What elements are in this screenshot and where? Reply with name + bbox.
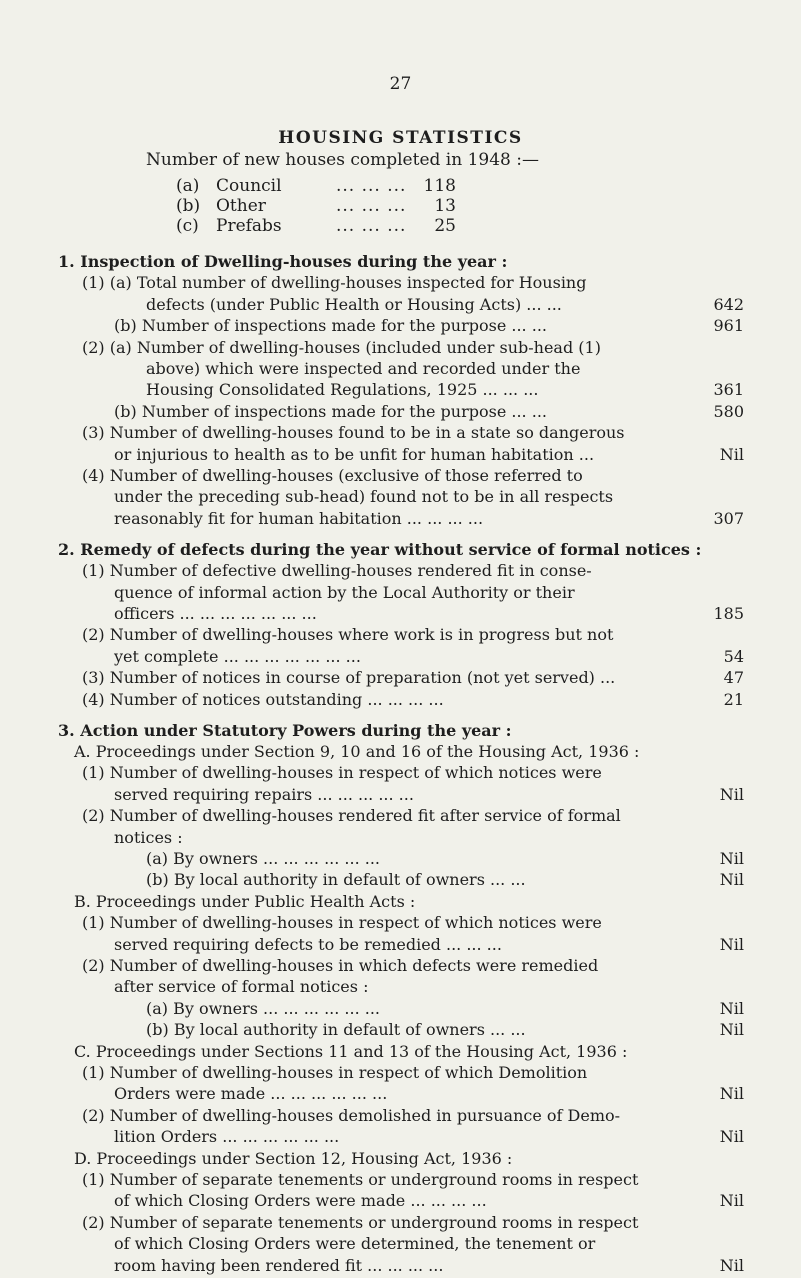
value: Nil [719, 1084, 744, 1103]
text-line: or injurious to health as to be unfit for human habitation ... [114, 445, 595, 464]
text-line: lition Orders ... ... ... ... ... ... [114, 1127, 340, 1146]
text-line: officers ... ... ... ... ... ... ... [114, 604, 317, 623]
text-line: (a) By owners ... ... ... ... ... ... [146, 999, 381, 1018]
section-3-heading: 3. Action under Statutory Powers during the year : [58, 721, 512, 740]
value: Nil [719, 1020, 744, 1039]
text-line: Housing Consolidated Regulations, 1925 ... ... ... [146, 380, 539, 399]
section-2-heading: 2. Remedy of defects during the year without service of formal notices : [58, 540, 702, 559]
value: 21 [723, 690, 744, 709]
row-label: (b) [176, 196, 201, 216]
row-name: Council [216, 176, 282, 196]
page-number: 27 [389, 74, 412, 94]
text-line: served requiring repairs ... ... ... ... ... [114, 785, 414, 804]
subsection-b: B. Proceedings under Public Health Acts : [74, 892, 416, 911]
text-line: under the preceding sub-head) found not to be in all respects [114, 487, 614, 506]
value: 642 [713, 295, 744, 314]
text-line: (b) By local authority in default of owners ... ... [146, 1020, 526, 1039]
page-title: HOUSING STATISTICS [278, 128, 523, 148]
text-line: (4) Number of dwelling-houses (exclusive of those referred to [82, 466, 583, 485]
text-line: (b) By local authority in default of owners ... ... [146, 870, 526, 889]
text-line: (a) By owners ... ... ... ... ... ... [146, 849, 381, 868]
row-name: Other [216, 196, 266, 216]
text-line: (1) (a) Total number of dwelling-houses inspected for Housing [82, 273, 587, 292]
leader-dots: ... ... ... [336, 216, 407, 236]
text-line: reasonably fit for human habitation ... ... ... ... [114, 509, 484, 528]
value: 185 [713, 604, 744, 623]
subsection-a: A. Proceedings under Section 9, 10 and 16 of the Housing Act, 1936 : [74, 742, 640, 761]
section-1-heading: 1. Inspection of Dwelling-houses during the year : [58, 252, 508, 271]
text-line: (1) Number of dwelling-houses in respect of which notices were [82, 913, 602, 932]
text-line: (2) Number of dwelling-houses where work is in progress but not [82, 625, 614, 644]
text-line: (1) Number of dwelling-houses in respect of which Demolition [82, 1063, 588, 1082]
text-line: (2) Number of separate tenements or underground rooms in respect [82, 1213, 639, 1232]
text-line: quence of informal action by the Local Authority or their [114, 583, 575, 602]
text-line: (2) Number of dwelling-houses rendered fit after service of formal [82, 806, 621, 825]
text-line: served requiring defects to be remedied ... ... ... [114, 935, 502, 954]
text-line: (3) Number of dwelling-houses found to be in a state so dangerous [82, 423, 625, 442]
value: 54 [723, 647, 744, 666]
value: Nil [719, 999, 744, 1018]
row-value: 118 [423, 176, 456, 196]
subsection-d: D. Proceedings under Section 12, Housing Act, 1936 : [74, 1149, 513, 1168]
text-line: of which Closing Orders were determined, the tenement or [114, 1234, 596, 1253]
leader-dots: ... ... ... [336, 196, 407, 216]
text-line: (2) Number of dwelling-houses in which defects were remedied [82, 956, 599, 975]
row-label: (a) [176, 176, 200, 196]
text-line: (b) Number of inspections made for the purpose ... ... [114, 402, 547, 421]
value: Nil [719, 849, 744, 868]
text-line: defects (under Public Health or Housing Acts) ... ... [146, 295, 562, 314]
text-line: notices : [114, 828, 183, 847]
value: Nil [719, 1256, 744, 1275]
subsection-c: C. Proceedings under Sections 11 and 13 of the Housing Act, 1936 : [74, 1042, 628, 1061]
text-line: (1) Number of defective dwelling-houses rendered fit in conse- [82, 561, 592, 580]
new-houses-intro: Number of new houses completed in 1948 :— [146, 150, 539, 170]
value: 47 [723, 668, 744, 687]
text-line: yet complete ... ... ... ... ... ... ... [114, 647, 361, 666]
value: 961 [713, 316, 744, 335]
text-line: after service of formal notices : [114, 977, 369, 996]
text-line: (1) Number of separate tenements or underground rooms in respect [82, 1170, 639, 1189]
text-line: above) which were inspected and recorded under the [146, 359, 581, 378]
value: 307 [713, 509, 744, 528]
row-value: 25 [434, 216, 456, 236]
text-line: of which Closing Orders were made ... ... ... ... [114, 1191, 487, 1210]
row-value: 13 [434, 196, 456, 216]
value: 361 [713, 380, 744, 399]
text-line: (2) Number of dwelling-houses demolished in pursuance of Demo- [82, 1106, 621, 1125]
value: Nil [719, 785, 744, 804]
text-line: (3) Number of notices in course of preparation (not yet served) ... [82, 668, 616, 687]
leader-dots: ... ... ... [336, 176, 407, 196]
text-line: (b) Number of inspections made for the purpose ... ... [114, 316, 547, 335]
text-line: (2) (a) Number of dwelling-houses (included under sub-head (1) [82, 338, 601, 357]
value: 580 [713, 402, 744, 421]
value: Nil [719, 935, 744, 954]
value: Nil [719, 1191, 744, 1210]
value: Nil [719, 445, 744, 464]
value: Nil [719, 870, 744, 889]
value: Nil [719, 1127, 744, 1146]
row-label: (c) [176, 216, 199, 236]
text-line: Orders were made ... ... ... ... ... ... [114, 1084, 388, 1103]
text-line: (4) Number of notices outstanding ... ... ... ... [82, 690, 444, 709]
text-line: (1) Number of dwelling-houses in respect of which notices were [82, 763, 602, 782]
row-name: Prefabs [216, 216, 282, 236]
text-line: room having been rendered fit ... ... ... ... [114, 1256, 444, 1275]
